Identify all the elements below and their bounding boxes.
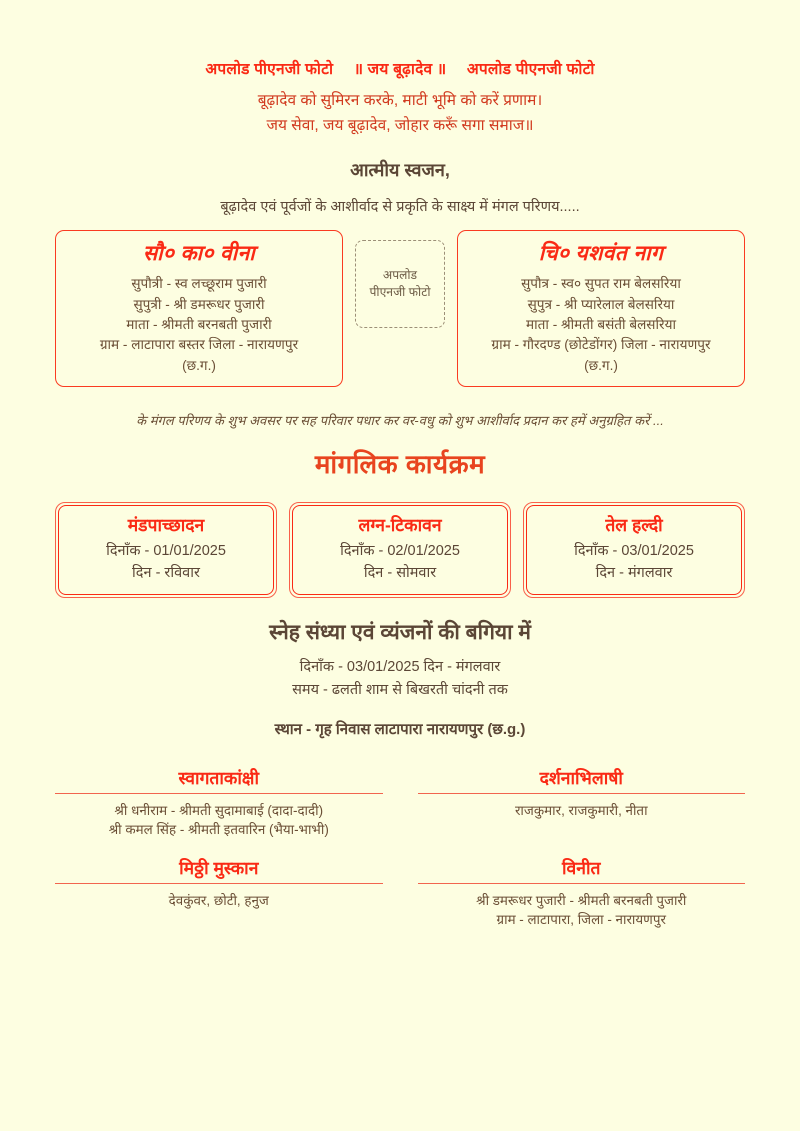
bride-detail-line: ग्राम - लाटापारा बस्तर जिला - नारायणपुर bbox=[99, 337, 299, 353]
salutation: आत्मीय स्वजन, bbox=[350, 160, 450, 181]
bride-detail-line: सुपौत्री - स्व लच्छूराम पुजारी bbox=[131, 276, 267, 292]
program-event-name: मंडपाच्छादन bbox=[127, 515, 205, 536]
header-banner bbox=[0, 0, 800, 79]
host-title: विनीत bbox=[562, 857, 601, 878]
groom-details bbox=[464, 274, 738, 376]
host-title: स्वागताकांक्षी bbox=[178, 768, 259, 789]
program-card bbox=[55, 502, 277, 598]
couple-row bbox=[55, 230, 745, 387]
invocation-text: ॥ जय बूढ़ादेव ॥ bbox=[353, 61, 447, 78]
program-card-inner bbox=[58, 505, 274, 595]
host-name-line: देवकुंवर, छोटी, हनुज bbox=[168, 892, 269, 908]
program-event-name: लग्न-टिकावन bbox=[358, 515, 442, 536]
program-event-day: दिन - सोमवार bbox=[363, 564, 437, 581]
reception-meta bbox=[0, 656, 800, 702]
host-block-vineet bbox=[418, 856, 746, 929]
host-name-line: श्री कमल सिंह - श्रीमती इतवारिन (भैया-भाभी) bbox=[108, 822, 329, 838]
host-divider bbox=[418, 793, 746, 794]
program-event-day: दिन - रविवार bbox=[132, 564, 200, 581]
host-names bbox=[55, 801, 383, 839]
host-divider bbox=[55, 793, 383, 794]
groom-detail-line: सुपुत्र - श्री प्यारेलाल बेलसरिया bbox=[527, 296, 675, 312]
host-names bbox=[55, 891, 383, 910]
groom-detail-line: ग्राम - गौरदण्ड (छोटेडोंगर) जिला - नारायणपुर bbox=[491, 337, 711, 353]
groom-name: चि० यशवंत नाग bbox=[538, 242, 664, 266]
program-event-date: दिनाँक - 03/01/2025 bbox=[574, 543, 694, 560]
bride-name: सौ० का० वीना bbox=[142, 242, 256, 266]
groom-detail-line: माता - श्रीमती बसंती बेलसरिया bbox=[526, 317, 676, 332]
groom-card bbox=[457, 230, 745, 387]
host-names bbox=[418, 891, 746, 929]
center-photo-placeholder-line-1: अपलोड bbox=[382, 267, 418, 282]
program-event-meta bbox=[531, 541, 737, 584]
program-card bbox=[523, 502, 745, 598]
venue-line: स्थान - गृह निवास लाटापारा नारायणपुर (छ.g.) bbox=[274, 721, 526, 739]
center-photo-upload-slot[interactable] bbox=[355, 240, 445, 328]
program-section-title: मांगलिक कार्यक्रम bbox=[314, 449, 486, 480]
couplet-line-1: बूढ़ादेव को सुमिरन करके, माटी भूमि को करें प्रणाम। bbox=[257, 92, 543, 109]
blessing-line: बूढ़ादेव एवं पूर्वजों के आशीर्वाद से प्रकृति के साक्ष्य में मंगल परिणय..... bbox=[220, 199, 580, 216]
host-divider bbox=[55, 883, 383, 884]
center-photo-placeholder-line-2: पीएनजी फोटो bbox=[369, 285, 431, 300]
photo-placeholder-left-label[interactable]: अपलोड पीएनजी फोटो bbox=[205, 61, 334, 78]
program-event-meta bbox=[63, 541, 269, 584]
couplet bbox=[0, 88, 800, 138]
program-row bbox=[55, 502, 745, 598]
reception-time: समय - ढलती शाम से बिखरती चांदनी तक bbox=[292, 682, 508, 699]
host-block-darshanabhilashi bbox=[418, 766, 746, 839]
bride-details bbox=[62, 274, 336, 376]
couplet-line-2: जय सेवा, जय बूढ़ादेव, जोहार करूँ सगा समाज॥ bbox=[266, 117, 534, 135]
host-names bbox=[418, 801, 746, 820]
program-card bbox=[289, 502, 511, 598]
host-block-mitthi-muskan bbox=[55, 856, 383, 929]
hosts-grid bbox=[55, 766, 745, 928]
bride-detail-line: सुपुत्री - श्री डमरूधर पुजारी bbox=[133, 296, 265, 312]
program-card-inner bbox=[292, 505, 508, 595]
program-event-name: तेल हल्दी bbox=[605, 515, 663, 536]
invite-request-line: के मंगल परिणय के शुभ अवसर पर सह परिवार पधार कर वर-वधु को शुभ आशीर्वाद प्रदान कर हमें अनुग्रहित करें ... bbox=[136, 413, 664, 429]
bride-detail-line: (छ.ग.) bbox=[182, 357, 216, 373]
reception-date: दिनाँक - 03/01/2025 दिन - मंगलवार bbox=[299, 659, 501, 676]
program-event-date: दिनाँक - 01/01/2025 bbox=[106, 543, 226, 560]
reception-title: स्नेह संध्या एवं व्यंजनों की बगिया में bbox=[269, 621, 531, 645]
host-divider bbox=[418, 883, 746, 884]
center-photo-placeholder bbox=[369, 267, 430, 302]
host-name-line: राजकुमार, राजकुमारी, नीता bbox=[514, 803, 648, 819]
host-block-swagatakankshi bbox=[55, 766, 383, 839]
bride-card bbox=[55, 230, 343, 387]
program-event-date: दिनाँक - 02/01/2025 bbox=[340, 543, 460, 560]
groom-detail-line: (छ.ग.) bbox=[584, 357, 618, 373]
program-event-day: दिन - मंगलवार bbox=[595, 564, 673, 581]
host-name-line: श्री डमरूधर पुजारी - श्रीमती बरनबती पुजारी bbox=[476, 892, 687, 908]
host-title: मिठ्ठी मुस्कान bbox=[179, 857, 259, 878]
program-card-inner bbox=[526, 505, 742, 595]
groom-detail-line: सुपौत्र - स्व० सुपत राम बेलसरिया bbox=[521, 276, 681, 292]
bride-detail-line: माता - श्रीमती बरनबती पुजारी bbox=[126, 317, 272, 332]
host-name-line: ग्राम - लाटापारा, जिला - नारायणपुर bbox=[496, 911, 666, 927]
photo-placeholder-right-label[interactable]: अपलोड पीएनजी फोटो bbox=[466, 61, 595, 78]
program-event-meta bbox=[297, 541, 503, 584]
host-title: दर्शनाभिलाषी bbox=[539, 768, 623, 789]
host-name-line: श्री धनीराम - श्रीमती सुदामाबाई (दादा-दादी) bbox=[114, 803, 324, 819]
